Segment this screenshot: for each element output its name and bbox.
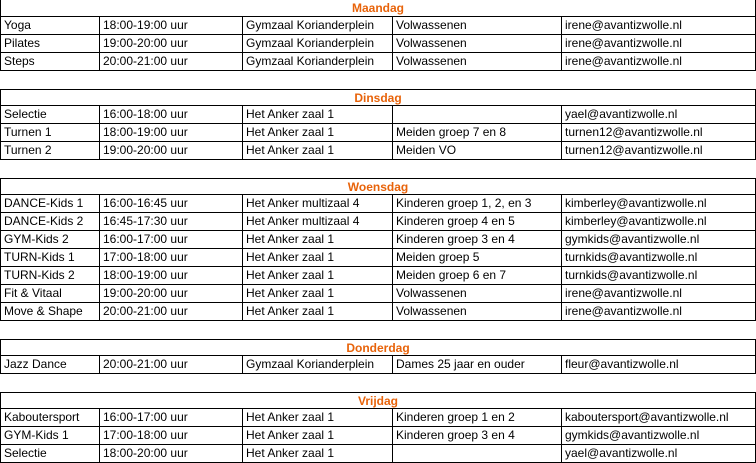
day-title: Vrijdag [0,392,756,409]
email-cell: irene@avantizwolle.nl [562,35,756,53]
day-section-dinsdag [0,89,756,160]
email-cell: turnen12@avantizwolle.nl [562,124,756,142]
location-cell: Gymzaal Korianderplein [243,17,393,35]
activity-cell: GYM-Kids 1 [0,427,100,445]
table-row [0,356,756,374]
location-cell: Het Anker zaal 1 [243,267,393,285]
activity-cell: Turnen 2 [0,142,100,160]
email-cell: irene@avantizwolle.nl [562,17,756,35]
day-title: Woensdag [0,178,756,195]
group-cell: Dames 25 jaar en ouder [393,356,562,374]
email-cell: kimberley@avantizwolle.nl [562,195,756,213]
time-cell: 19:00-20:00 uur [100,142,243,160]
group-cell: Kinderen groep 1, 2, en 3 [393,195,562,213]
time-cell: 16:45-17:30 uur [100,213,243,231]
group-cell: Meiden groep 5 [393,249,562,267]
activity-cell: TURN-Kids 1 [0,249,100,267]
activity-cell: Jazz Dance [0,356,100,374]
time-cell: 18:00-20:00 uur [100,445,243,463]
time-cell: 18:00-19:00 uur [100,267,243,285]
activity-cell: Pilates [0,35,100,53]
group-cell: Kinderen groep 3 en 4 [393,427,562,445]
table-row [0,303,756,321]
time-cell: 16:00-17:00 uur [100,409,243,427]
location-cell: Het Anker zaal 1 [243,231,393,249]
activity-cell: Move & Shape [0,303,100,321]
location-cell: Het Anker zaal 1 [243,142,393,160]
location-cell: Het Anker multizaal 4 [243,195,393,213]
day-title: Maandag [0,0,756,17]
group-cell: Volwassenen [393,17,562,35]
table-row [0,267,756,285]
location-cell: Het Anker zaal 1 [243,106,393,124]
day-spacer [0,160,756,178]
group-cell [393,106,562,124]
email-cell: fleur@avantizwolle.nl [562,356,756,374]
email-cell: irene@avantizwolle.nl [562,53,756,71]
email-cell: irene@avantizwolle.nl [562,285,756,303]
email-cell: turnen12@avantizwolle.nl [562,142,756,160]
day-title: Dinsdag [0,89,756,106]
group-cell: Volwassenen [393,35,562,53]
table-row [0,142,756,160]
group-cell: Volwassenen [393,285,562,303]
email-cell: gymkids@avantizwolle.nl [562,427,756,445]
email-cell: kaboutersport@avantizwolle.nl [562,409,756,427]
activity-cell: Selectie [0,106,100,124]
table-row [0,106,756,124]
location-cell: Gymzaal Korianderplein [243,35,393,53]
table-row [0,285,756,303]
day-section-maandag [0,0,756,71]
time-cell: 19:00-20:00 uur [100,35,243,53]
location-cell: Het Anker zaal 1 [243,249,393,267]
location-cell: Het Anker zaal 1 [243,303,393,321]
table-row [0,231,756,249]
email-cell: yael@avantizwolle.nl [562,445,756,463]
activity-cell: Kaboutersport [0,409,100,427]
activity-cell: Selectie [0,445,100,463]
time-cell: 18:00-19:00 uur [100,124,243,142]
day-section-vrijdag [0,392,756,463]
location-cell: Het Anker zaal 1 [243,285,393,303]
day-spacer [0,374,756,392]
time-cell: 20:00-21:00 uur [100,303,243,321]
activity-cell: TURN-Kids 2 [0,267,100,285]
time-cell: 16:00-16:45 uur [100,195,243,213]
location-cell: Het Anker multizaal 4 [243,213,393,231]
day-title: Donderdag [0,339,756,356]
location-cell: Het Anker zaal 1 [243,427,393,445]
table-row [0,124,756,142]
email-cell: yael@avantizwolle.nl [562,106,756,124]
table-row [0,17,756,35]
location-cell: Gymzaal Korianderplein [243,53,393,71]
time-cell: 18:00-19:00 uur [100,17,243,35]
table-row [0,445,756,463]
time-cell: 19:00-20:00 uur [100,285,243,303]
location-cell: Het Anker zaal 1 [243,445,393,463]
activity-cell: DANCE-Kids 2 [0,213,100,231]
group-cell: Kinderen groep 1 en 2 [393,409,562,427]
table-row [0,409,756,427]
activity-cell: Fit & Vitaal [0,285,100,303]
email-cell: kimberley@avantizwolle.nl [562,213,756,231]
time-cell: 17:00-18:00 uur [100,249,243,267]
group-cell [393,445,562,463]
group-cell: Meiden groep 6 en 7 [393,267,562,285]
email-cell: irene@avantizwolle.nl [562,303,756,321]
group-cell: Meiden VO [393,142,562,160]
activity-cell: Turnen 1 [0,124,100,142]
email-cell: gymkids@avantizwolle.nl [562,231,756,249]
time-cell: 20:00-21:00 uur [100,53,243,71]
time-cell: 20:00-21:00 uur [100,356,243,374]
time-cell: 16:00-17:00 uur [100,231,243,249]
email-cell: turnkids@avantizwolle.nl [562,249,756,267]
table-row [0,249,756,267]
activity-cell: DANCE-Kids 1 [0,195,100,213]
group-cell: Kinderen groep 3 en 4 [393,231,562,249]
activity-cell: Steps [0,53,100,71]
day-spacer [0,321,756,339]
table-row [0,35,756,53]
table-row [0,213,756,231]
location-cell: Gymzaal Korianderplein [243,356,393,374]
activity-cell: GYM-Kids 2 [0,231,100,249]
day-section-donderdag [0,339,756,374]
time-cell: 16:00-18:00 uur [100,106,243,124]
location-cell: Het Anker zaal 1 [243,124,393,142]
time-cell: 17:00-18:00 uur [100,427,243,445]
table-row [0,427,756,445]
email-cell: turnkids@avantizwolle.nl [562,267,756,285]
day-spacer [0,71,756,89]
table-row [0,53,756,71]
group-cell: Volwassenen [393,53,562,71]
group-cell: Meiden groep 7 en 8 [393,124,562,142]
activity-cell: Yoga [0,17,100,35]
location-cell: Het Anker zaal 1 [243,409,393,427]
group-cell: Volwassenen [393,303,562,321]
day-section-woensdag [0,178,756,321]
group-cell: Kinderen groep 4 en 5 [393,213,562,231]
table-row [0,195,756,213]
